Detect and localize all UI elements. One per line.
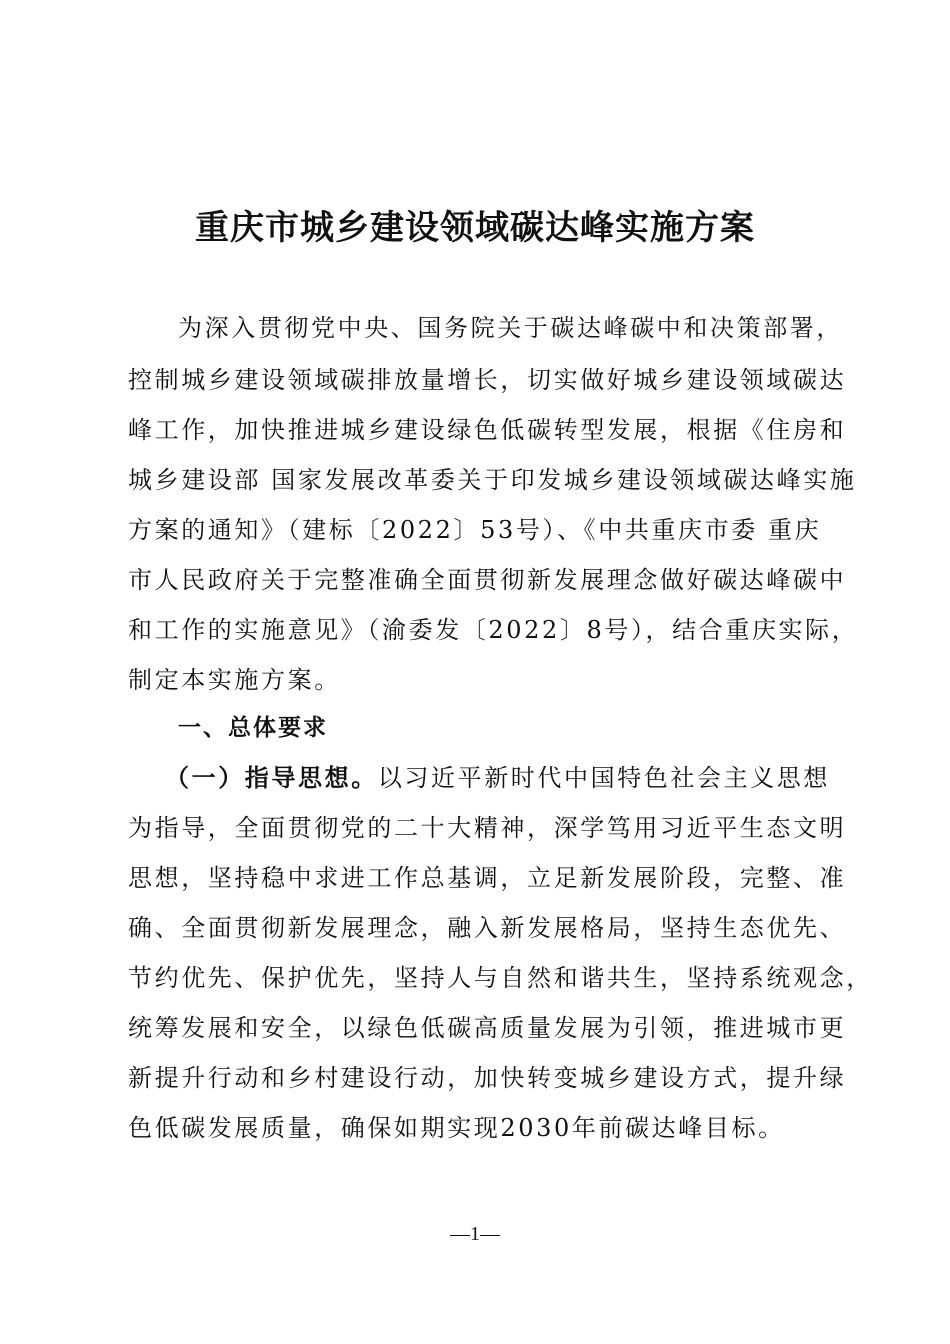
intro-line: 控制城乡建设领域碳排放量增长，切实做好城乡建设领域碳达: [128, 366, 847, 394]
intro-line: 为深入贯彻党中央、国务院关于碳达峰碳中和决策部署，: [178, 314, 843, 342]
subsection-line: 节约优先、保护优先，坚持人与自然和谐共生，坚持系统观念，: [128, 964, 873, 992]
subsection-first-line: [165, 752, 830, 804]
subsection-line: 新提升行动和乡村建设行动，加快转变城乡建设方式，提升绿: [128, 1064, 847, 1092]
subsection-line: 以习近平新时代中国特色社会主义思想: [377, 764, 831, 792]
intro-line: 市人民政府关于完整准确全面贯彻新发展理念做好碳达峰碳中: [128, 566, 847, 594]
intro-line: 和工作的实施意见》（渝委发〔2022〕8号），结合重庆实际，: [128, 616, 859, 644]
subsection-line: 确、全面贯彻新发展理念，融入新发展格局，坚持生态优先、: [128, 914, 847, 942]
document-title: 重庆市城乡建设领域碳达峰实施方案: [195, 208, 755, 248]
intro-line: 方案的通知》（建标〔2022〕53号）、《中共重庆市委 重庆: [128, 516, 822, 544]
section-heading: 一、总体要求: [178, 715, 328, 741]
page-number: —1—: [450, 1223, 500, 1245]
subsection-line: 统筹发展和安全，以绿色低碳高质量发展为引领，推进城市更: [128, 1014, 847, 1042]
subsection-label: （一）指导思想。: [165, 763, 378, 792]
subsection-line: 思想，坚持稳中求进工作总基调，立足新发展阶段，完整、准: [128, 864, 847, 892]
subsection-line: 色低碳发展质量，确保如期实现2030年前碳达峰目标。: [128, 1114, 785, 1142]
intro-line: 制定本实施方案。: [128, 666, 341, 694]
subsection-line: 为指导，全面贯彻党的二十大精神，深学笃用习近平生态文明: [128, 814, 847, 842]
intro-line: 峰工作，加快推进城乡建设绿色低碳转型发展，根据《住房和: [128, 416, 847, 444]
intro-line: 城乡建设部 国家发展改革委关于印发城乡建设领域碳达峰实施: [128, 466, 857, 494]
